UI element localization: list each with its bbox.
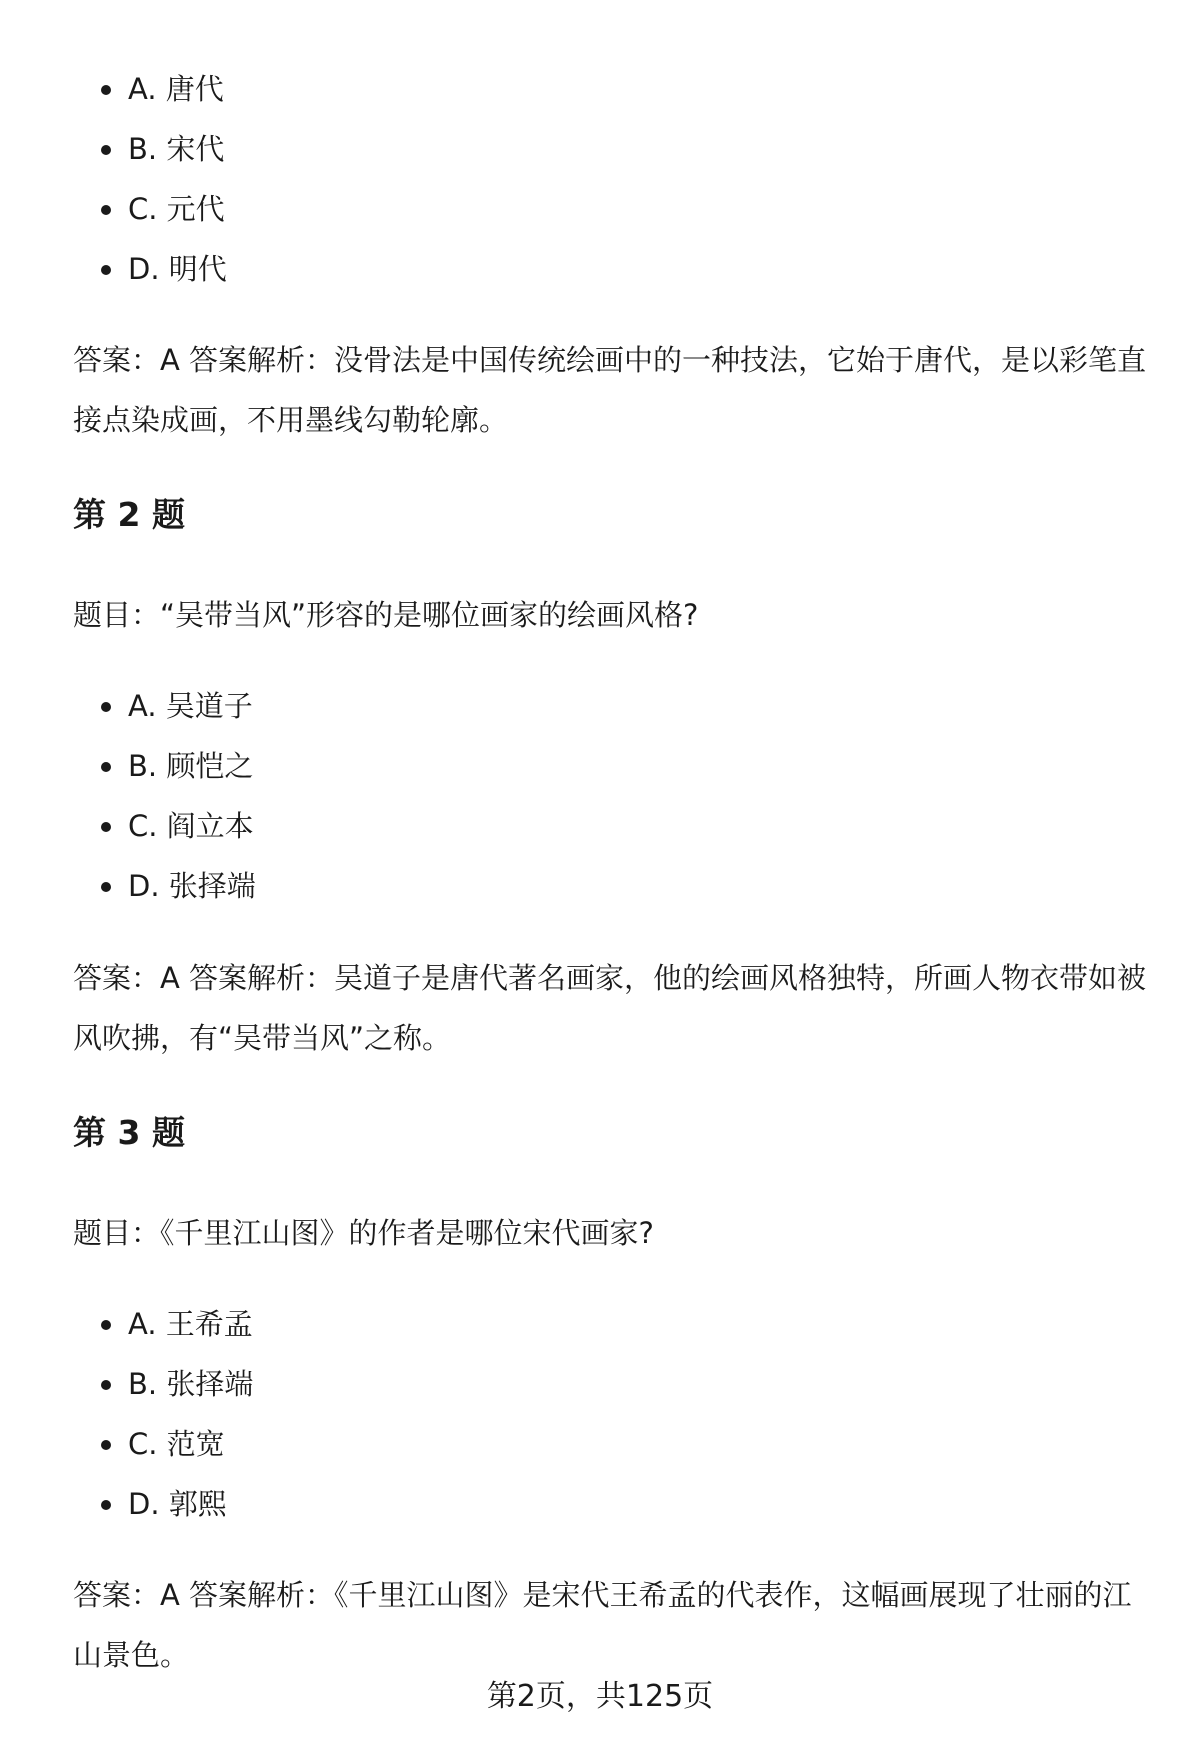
q3-options — [73, 1294, 253, 1534]
q2-option-d: D. 张择端 — [73, 856, 256, 916]
q1-answer: 答案：A 答案解析：没骨法是中国传统绘画中的一种技法，它始于唐代，是以彩笔直接点染成画，不用墨线勾勒轮廓。 — [73, 343, 1147, 437]
q3-question: 题目：《千里江山图》的作者是哪位宋代画家? — [73, 1216, 654, 1250]
q3-answer: 答案：A 答案解析：《千里江山图》是宋代王希孟的代表作，这幅画展现了壮丽的江山景色。 — [73, 1578, 1132, 1672]
q3-option-c: C. 范宽 — [73, 1414, 253, 1474]
q1-options — [73, 59, 227, 299]
q2-options — [73, 676, 256, 916]
q2-answer: 答案：A 答案解析：吴道子是唐代著名画家，他的绘画风格独特，所画人物衣带如被风吹拂，有“吴带当风”之称。 — [73, 961, 1147, 1055]
q2-option-b: B. 顾恺之 — [73, 736, 256, 796]
q3-option-d: D. 郭熙 — [73, 1474, 253, 1534]
q2-title: 第 2 题 — [73, 495, 185, 534]
q3-option-b: B. 张择端 — [73, 1354, 253, 1414]
q3-option-a: A. 王希孟 — [73, 1294, 253, 1354]
q1-option-a: A. 唐代 — [73, 59, 227, 119]
q1-option-c: C. 元代 — [73, 179, 227, 239]
page-number: 第2页，共125页 — [486, 1679, 714, 1714]
q1-option-b: B. 宋代 — [73, 119, 227, 179]
q1-option-d: D. 明代 — [73, 239, 227, 299]
q2-question: 题目：“吴带当风”形容的是哪位画家的绘画风格? — [73, 598, 699, 632]
q3-title: 第 3 题 — [73, 1113, 185, 1152]
q2-option-c: C. 阎立本 — [73, 796, 256, 856]
q2-option-a: A. 吴道子 — [73, 676, 256, 736]
